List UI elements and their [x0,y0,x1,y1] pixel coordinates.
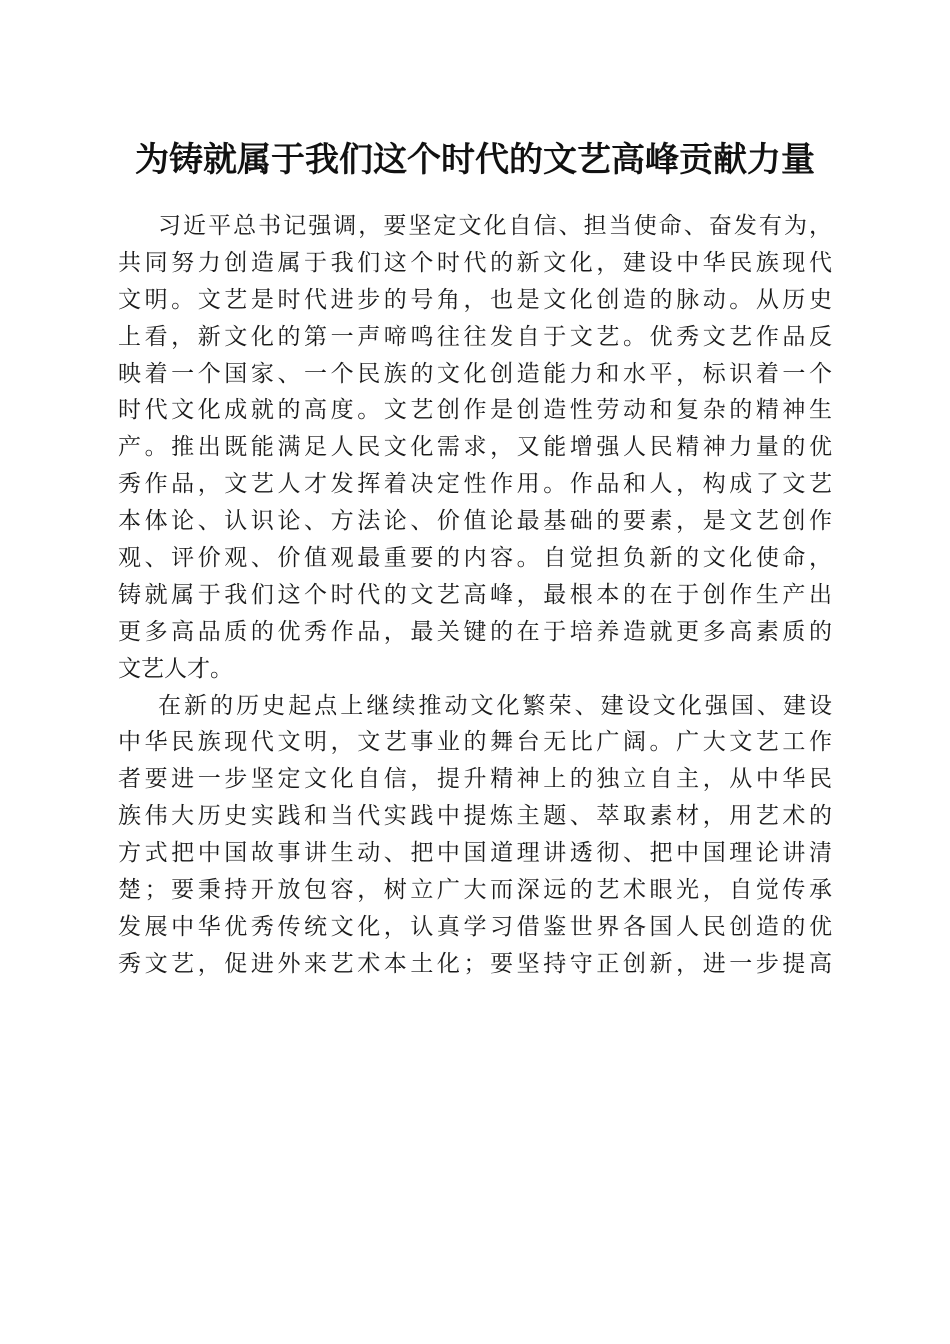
paragraph-line: 楚；要秉持开放包容，树立广大而深远的艺术眼光，自觉传承 [118,877,832,904]
paragraph-line: 本体论、认识论、方法论、价值论最基础的要素，是文艺创作 [118,508,832,535]
paragraph-line: 共同努力创造属于我们这个时代的新文化，建设中华民族现代 [118,249,832,276]
paragraph-line: 铸就属于我们这个时代的文艺高峰，最根本的在于创作生产出 [118,581,832,608]
paragraph-line: 者要进一步坚定文化自信，提升精神上的独立自主，从中华民 [118,766,832,793]
paragraph-line: 族伟大历史实践和当代实践中提炼主题、萃取素材，用艺术的 [118,803,832,830]
paragraph-line: 时代文化成就的高度。文艺创作是创造性劳动和复杂的精神生 [118,397,832,424]
paragraph-line: 秀文艺，促进外来艺术本土化；要坚持守正创新，进一步提高 [118,950,832,977]
paragraph-line: 映着一个国家、一个民族的文化创造能力和水平，标识着一个 [118,360,832,387]
paragraph-line: 秀作品，文艺人才发挥着决定性作用。作品和人，构成了文艺 [118,471,832,498]
paragraph-line: 发展中华优秀传统文化，认真学习借鉴世界各国人民创造的优 [118,913,832,940]
paragraph-line: 文明。文艺是时代进步的号角，也是文化创造的脉动。从历史 [118,286,832,313]
paragraph-line: 上看，新文化的第一声啼鸣往往发自于文艺。优秀文艺作品反 [118,323,832,350]
paragraph-line: 产。推出既能满足人民文化需求，又能增强人民精神力量的优 [118,434,832,461]
paragraph-line: 习近平总书记强调，要坚定文化自信、担当使命、奋发有为， [158,213,832,239]
paragraph-line: 观、评价观、价值观最重要的内容。自觉担负新的文化使命， [118,545,832,572]
paragraph-2 [118,688,832,983]
paragraph-line: 方式把中国故事讲生动、把中国道理讲透彻、把中国理论讲清 [118,840,832,867]
paragraph-line: 更多高品质的优秀作品，最关键的在于培养造就更多高素质的 [118,618,832,645]
document-body [118,208,832,983]
paragraph-line: 在新的历史起点上继续推动文化繁荣、建设文化强国、建设 [158,692,832,719]
document-title: 为铸就属于我们这个时代的文艺高峰贡献力量 [135,140,815,180]
paragraph-1 [118,208,832,688]
paragraph-line: 中华民族现代文明，文艺事业的舞台无比广阔。广大文艺工作 [118,729,832,756]
paragraph-line: 文艺人才。 [118,655,233,682]
